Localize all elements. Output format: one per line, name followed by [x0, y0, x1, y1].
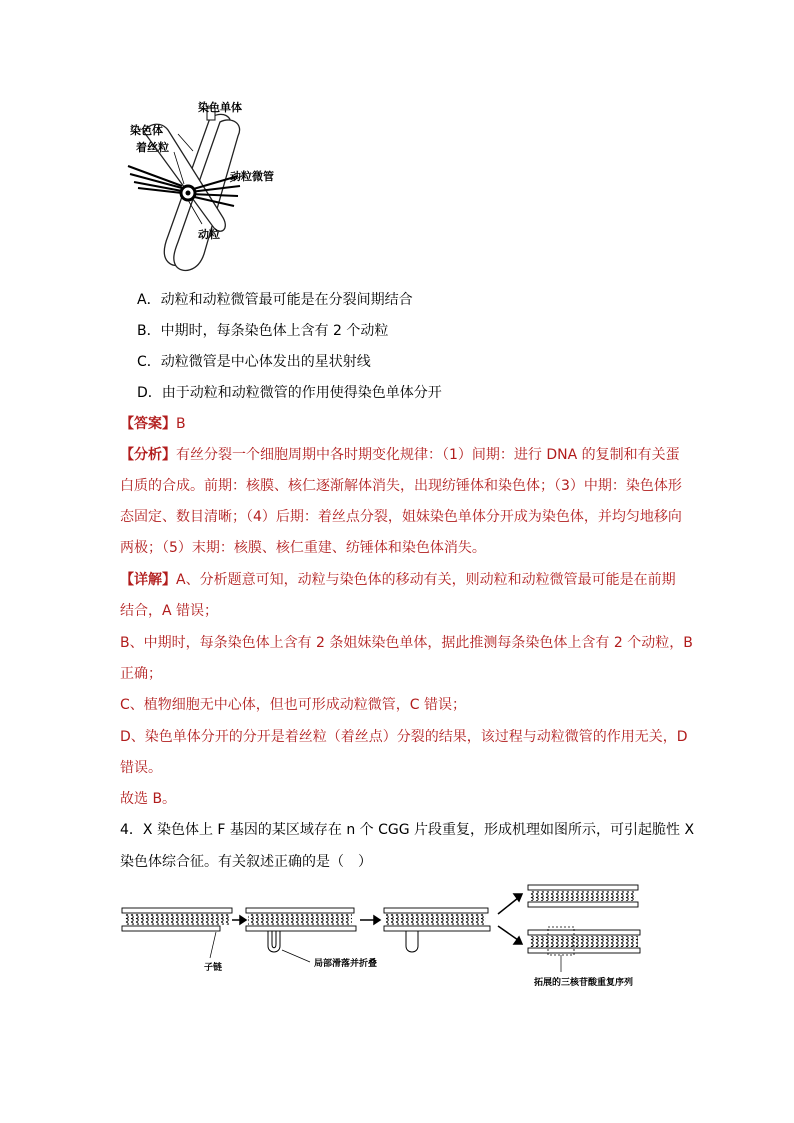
detail-a-line1	[120, 570, 676, 590]
analysis-tag: 【分析】	[120, 447, 176, 463]
detail-d-line1: D、染色单体分开的分开是着丝粒（着丝点）分裂的结果，该过程与动粒微管的作用无关，D	[120, 729, 688, 745]
detail-d-line2: 错误。	[120, 760, 162, 776]
answer-line	[120, 414, 186, 434]
option-c: C．动粒微管是中心体发出的星状射线	[137, 354, 371, 370]
detail-b-line2: 正确；	[120, 666, 162, 682]
detail-c-line: C、植物细胞无中心体，但也可形成动粒微管，C 错误；	[120, 697, 466, 713]
answer-value: B	[176, 416, 186, 432]
label-expanded-repeat: 拓展的三核苷酸重复序列	[534, 978, 634, 988]
label-centromere: 着丝粒	[136, 141, 169, 154]
analysis-paragraph	[120, 440, 690, 564]
question4-line2: 染色体综合征。有关叙述正确的是（ ）	[120, 854, 372, 870]
detail-a-text: A、分析题意可知，动粒与染色体的移动有关，则动粒和动粒微管最可能是在前期	[176, 572, 676, 588]
question4-line1: 4．X 染色体上 F 基因的某区域存在 n 个 CGG 片段重复，形成机理如图所示，可引起脆性 X	[120, 822, 695, 838]
detail-conclusion: 故选 B。	[120, 791, 177, 807]
answer-tag: 【答案】	[120, 416, 176, 432]
label-chromosome: 染色体	[130, 124, 163, 137]
detail-b-line1: B、中期时，每条染色体上含有 2 条姐妹染色单体，据此推测每条染色体上含有 2 个动粒，B	[120, 635, 693, 651]
option-b: B．中期时，每条染色体上含有 2 个动粒	[137, 323, 389, 339]
detail-a-line2: 结合，A 错误；	[120, 603, 219, 619]
label-chromatid: 染色单体	[198, 101, 242, 114]
chromosome-figure	[118, 96, 318, 276]
analysis-text: 有丝分裂一个细胞周期中各时期变化规律：（1）间期：进行 DNA 的复制和有关蛋白质的合成。前期：核膜、核仁逐渐解体消失，出现纺锤体和染色体；（3）中期：染色体形态固定、数目清晰；（4）后期：着丝点分裂，姐妹染色单体分开成为染色体，并均匀地移向两极；（5）末期：核膜、核仁重建、纺锤体和染色体消失。	[120, 447, 682, 556]
label-daughter-strand: 子链	[204, 963, 223, 973]
detail-tag: 【详解】	[120, 572, 176, 588]
label-kinetochore-microtubule: 动粒微管	[230, 170, 274, 183]
option-a: A．动粒和动粒微管最可能是在分裂间期结合	[137, 292, 413, 308]
option-d: D．由于动粒和动粒微管的作用使得染色单体分开	[137, 385, 442, 401]
dna-slippage-figure	[120, 880, 650, 992]
label-slip-fold: 局部滑落并折叠	[314, 959, 378, 969]
label-kinetochore: 动粒	[198, 228, 220, 241]
